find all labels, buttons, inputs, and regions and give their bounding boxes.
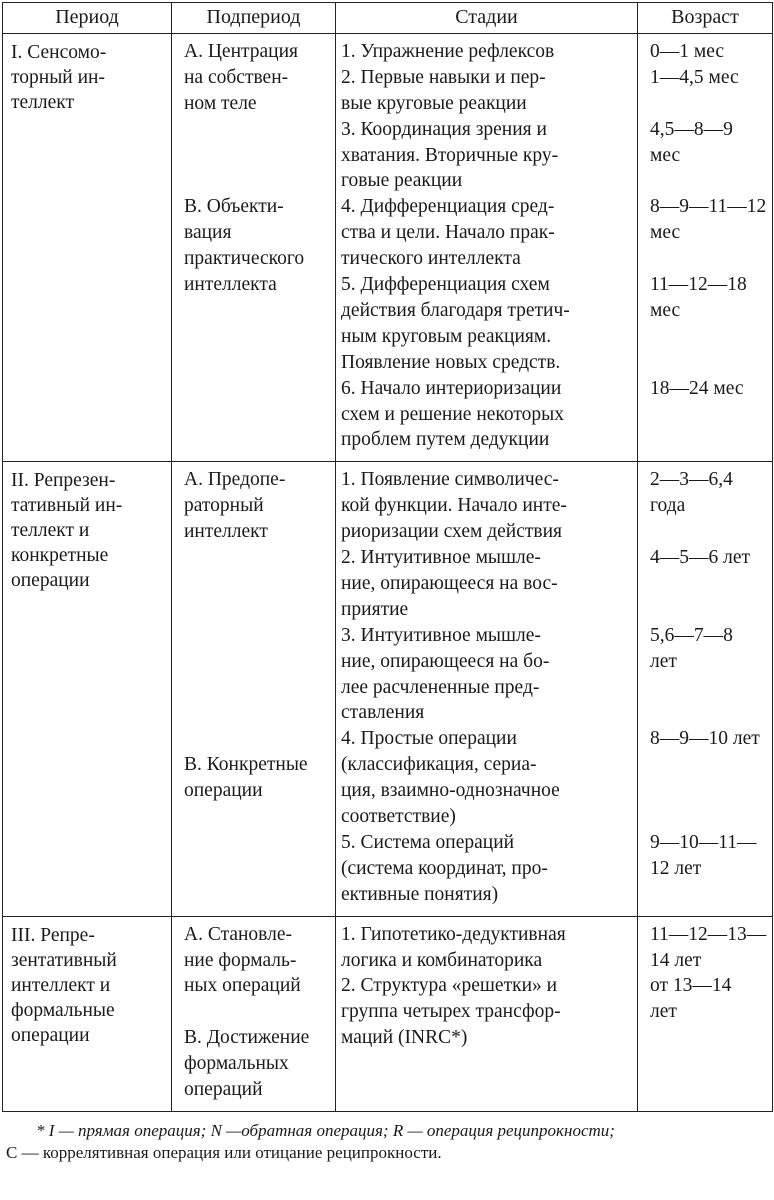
period-label-line: интеллект и [11,974,111,996]
stage-line: кой функции. Начало инте- [341,495,567,517]
stage-line: ние, опирающееся на бо- [341,650,550,672]
stage-cell [336,462,638,916]
age-line: 11—12—18 [650,274,747,296]
age-block [638,376,772,402]
stage-block [336,272,637,376]
stage-line: действия благодаря третич- [341,299,570,321]
stage-line: вые круговые реакции [341,92,527,114]
subperiod-line: операций [184,1079,263,1101]
age-block [638,65,772,91]
age-line: года [650,495,686,517]
stage-line: ективные понятия) [341,883,499,905]
document-page [2,2,772,1164]
age-line: от 13—14 [650,975,732,997]
age-block [638,545,772,571]
age-cell [638,462,773,916]
period-cell [3,34,172,462]
age-cell [638,916,773,1111]
subperiod-line: А. Центрация [184,41,299,62]
stage-block [336,117,637,195]
piaget-stages-table [2,2,773,1112]
period-cell [3,916,172,1111]
stage-line: 4. Дифференциация сред- [341,196,555,218]
age-line: 9—10—11— [650,831,757,853]
period-label-line: операции [11,1024,90,1046]
stage-block [336,830,637,908]
stage-line: 1. Гипотетико-дедуктивная [341,923,566,945]
age-line: мес [650,222,681,244]
age-block [638,973,772,1025]
stage-line: 2. Структура «решетки» и [341,975,558,997]
age-line: лет [650,650,677,672]
age-line: 14 лет [650,949,702,971]
age-line: 4,5—8—9 [650,118,733,140]
stage-line: ция, взаимно-однозначное [341,780,560,802]
stage-line: лее расчлененные пред- [341,676,540,698]
footnote [2,1120,772,1164]
stage-line: схем и решение некоторых [341,403,565,425]
subperiod-line: операции [184,780,263,802]
age-line: 18—24 мес [650,377,744,399]
subperiod-line: В. Конкретные [184,754,308,776]
stage-line: приятие [341,598,409,620]
subperiod-line: интеллект [184,521,268,543]
subperiod-line: А. Становле- [184,923,293,945]
subperiod-cell [172,916,336,1111]
stage-line: риоризации схем действия [341,521,562,543]
subperiod-line: ных операций [184,975,301,997]
stage-block [336,973,637,1051]
stage-line: проблем путем дедукции [341,429,550,451]
period-label-line: операции [11,570,90,592]
stage-block [336,194,637,272]
period-label-line: теллект [11,92,75,113]
age-block [638,922,772,974]
period-row [3,34,773,462]
stage-block [336,545,637,623]
subperiod-block [172,1025,335,1103]
stage-line: соответствие) [341,806,456,828]
stage-line: Появление новых средств. [341,351,561,373]
age-line: 8—9—11—12 [650,196,767,218]
stage-block [336,65,637,117]
table-header-row [3,3,773,34]
subperiod-line: формальных [184,1053,289,1075]
age-block [638,623,772,675]
stage-cell [336,34,638,462]
subperiod-line: интеллекта [184,274,277,296]
header-stages: Стадии [336,3,638,34]
stage-line: ным круговым реакциям. [341,325,552,347]
footnote-line-2: С — коррелятивная операция или отицание реципрокности. [6,1142,442,1162]
period-label-line: зентативный [11,949,117,971]
subperiod-line: ном теле [184,92,257,114]
age-cell [638,34,773,462]
subperiod-line: вация [184,222,232,244]
age-line: 1—4,5 мес [650,66,739,88]
age-block [638,726,772,752]
stage-line: группа четырех трансфор- [341,1001,561,1023]
header-period: Период [3,3,172,34]
age-line: 5,6—7—8 [650,624,733,646]
stage-block [336,467,637,545]
age-line: 12 лет [650,857,702,879]
subperiod-line: А. Предопе- [184,469,286,491]
stage-block [336,39,637,65]
period-label-line: конкретные [11,545,109,567]
footnote-line-1: * I — прямая операция; N —обратная операция; R — операция реципрокности; [36,1120,615,1140]
subperiod-line: В. Достижение [184,1027,310,1049]
stage-line: тического интеллекта [341,248,521,270]
stage-line: 2. Первые навыки и пер- [341,66,546,88]
stage-line: 1. Появление символичес- [341,469,559,491]
subperiod-block [172,467,335,545]
period-label-line: I. Сенсомо- [11,42,107,63]
period-row [3,916,773,1111]
stage-line: говые реакции [341,170,463,192]
period-cell [3,462,172,916]
period-label-line: тативный ин- [11,495,123,517]
period-label-line: II. Репрезен- [11,470,116,492]
stage-line: 6. Начало интериоризации [341,377,562,399]
period-row [3,462,773,916]
age-block [638,117,772,169]
age-block [638,272,772,324]
stage-line: хватания. Вторичные кру- [341,144,559,166]
header-age: Возраст [638,3,773,34]
stage-line: ставления [341,702,425,724]
header-subperiod: Подпериод [172,3,336,34]
age-line: 8—9—10 лет [650,728,760,750]
stage-line: 3. Координация зрения и [341,118,547,140]
age-line: мес [650,144,681,166]
stage-line: 2. Интуитивное мышле- [341,547,541,569]
period-label-line: торный ин- [11,67,105,88]
stage-line: 5. Система операций [341,831,515,853]
age-block [638,39,772,65]
stage-line: маций (INRC*) [341,1027,468,1049]
age-line: лет [650,1001,677,1023]
period-label-line: теллект и [11,520,90,542]
stage-line: ства и цели. Начало прак- [341,222,555,244]
stage-line: логика и комбинаторика [341,949,543,971]
subperiod-cell [172,34,336,462]
stage-block [336,376,637,454]
age-block [638,467,772,519]
period-label-line: формальные [11,999,115,1021]
age-line: 4—5—6 лет [650,547,751,569]
stage-line: 1. Упражнение рефлексов [341,41,555,62]
subperiod-line: В. Объекти- [184,196,284,218]
stage-line: (классификация, сериа- [341,754,537,776]
subperiod-cell [172,462,336,916]
stage-line: 3. Интуитивное мышле- [341,624,541,646]
stage-block [336,922,637,974]
age-line: мес [650,299,681,321]
age-block [638,830,772,882]
age-line: 2—3—6,4 [650,469,733,491]
stage-block [336,726,637,830]
stage-cell [336,916,638,1111]
age-line: 11—12—13— [650,923,767,945]
subperiod-line: практического [184,248,305,270]
period-label-line: III. Репре- [11,924,95,946]
stage-line: 5. Дифференциация схем [341,274,550,296]
subperiod-line: ние формаль- [184,949,297,971]
subperiod-block [172,39,335,117]
subperiod-block [172,922,335,1000]
subperiod-line: раторный [184,495,264,517]
subperiod-block [172,194,335,298]
age-block [638,194,772,246]
stage-block [336,623,637,727]
stage-line: (система координат, про- [341,857,548,879]
subperiod-line: на собствен- [184,66,289,88]
stage-line: 4. Простые операции [341,728,517,750]
stage-line: ние, опирающееся на вос- [341,572,558,594]
subperiod-block [172,752,335,804]
age-line: 0—1 мес [650,41,725,62]
